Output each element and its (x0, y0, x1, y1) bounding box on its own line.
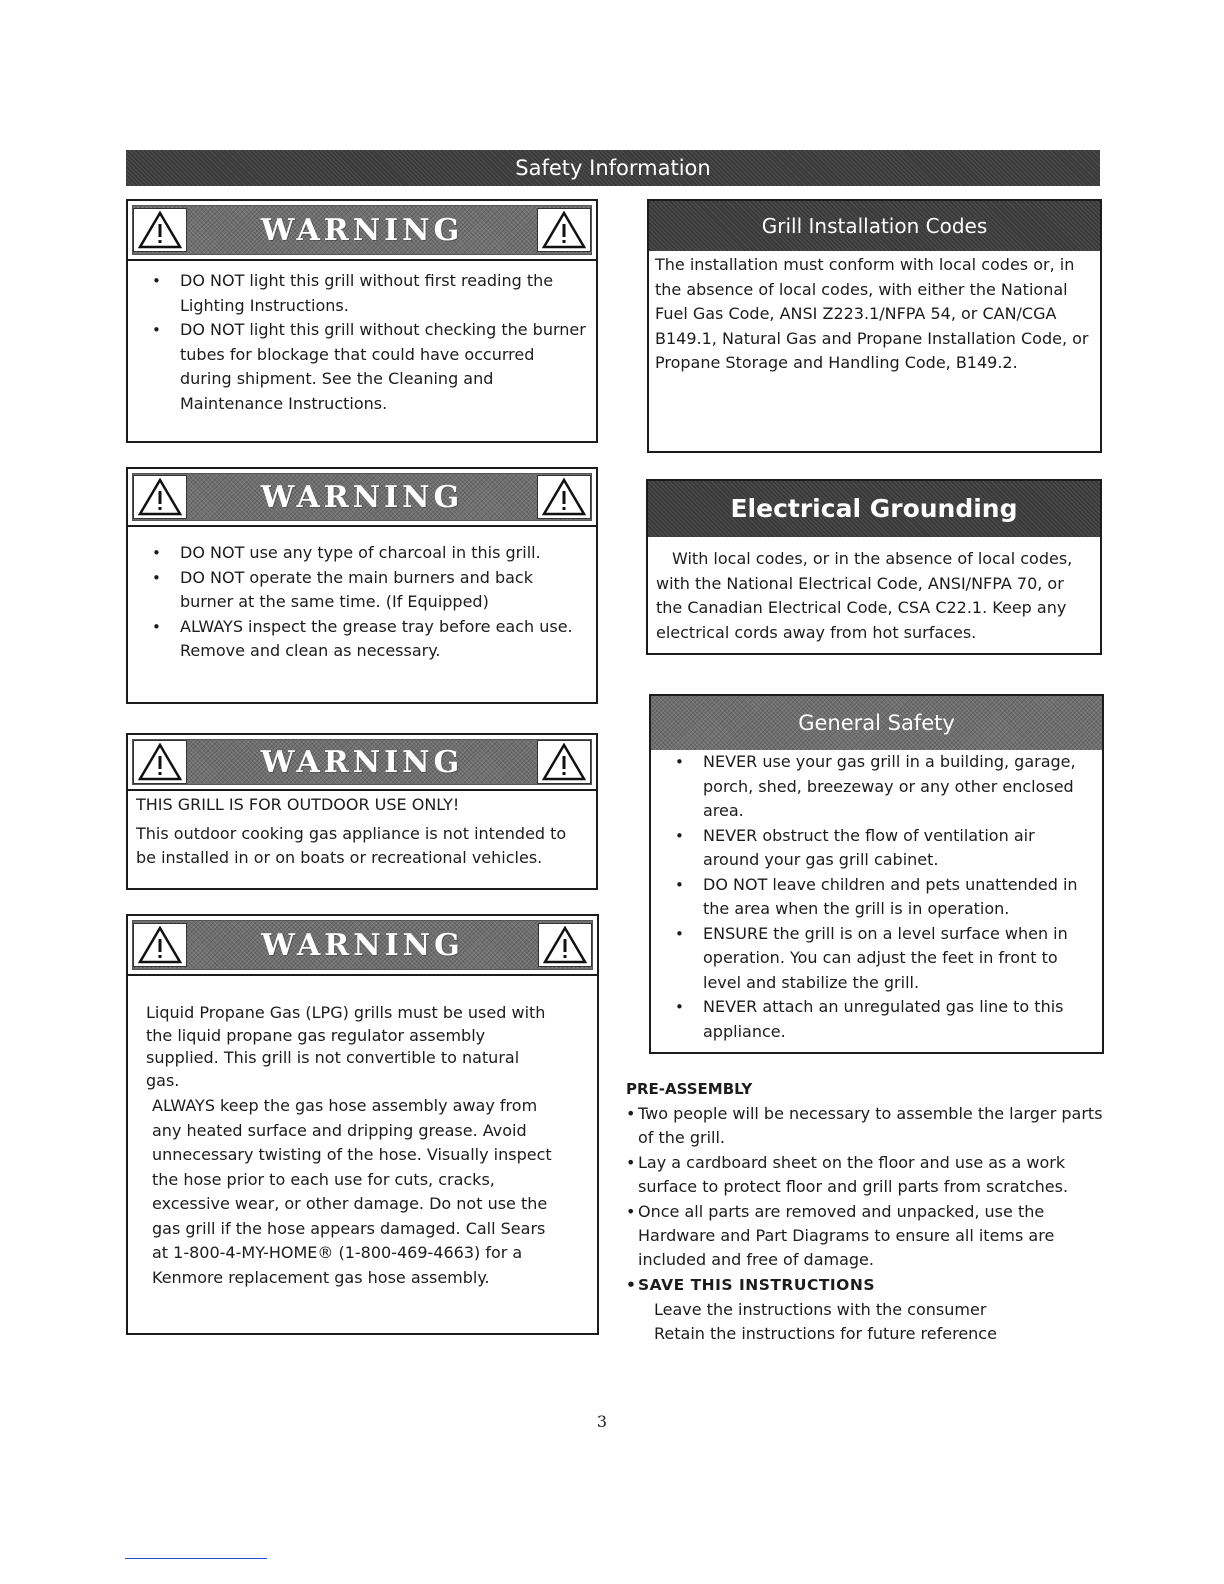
warning-triangle-icon (537, 208, 591, 252)
electrical-grounding-heading: Electrical Grounding (648, 481, 1100, 537)
warning-triangle-icon (538, 923, 592, 967)
outdoor-use-description: This outdoor cooking gas appliance is not intended to be installed in or on boats or recreational vehicles. (136, 823, 567, 867)
warning-triangle-icon (133, 208, 187, 252)
general-safety-list (651, 750, 1102, 1044)
outdoor-use-notice: THIS GRILL IS FOR OUTDOOR USE ONLY! (136, 795, 460, 814)
list-item: • NEVER obstruct the flow of ventilation air around your gas grill cabinet. (651, 824, 1090, 873)
list-item: • Two people will be necessary to assemble the larger parts of the grill. (626, 1104, 1103, 1148)
electrical-grounding-box (646, 479, 1102, 655)
warning-triangle-icon (133, 923, 187, 967)
footer-divider (125, 1558, 267, 1559)
list-item: • ALWAYS inspect the grease tray before each use. Remove and clean as necessary. (128, 615, 588, 664)
warning-triangle-icon (133, 475, 187, 519)
installation-codes-heading: Grill Installation Codes (649, 201, 1100, 251)
warning-box-outdoor (126, 733, 598, 890)
electrical-grounding-text: With local codes, or in the absence of local codes, with the National Electrical Code, ANSI/NFPA 70, or the Canadian Electrical Code, CSA C22.1. Keep any electrical cords away from hot surfaces. (656, 549, 1073, 642)
list-item: • Once all parts are removed and unpacked, use the Hardware and Part Diagrams to ensure all items are included and free of damage. (626, 1201, 1055, 1270)
warning-box-charcoal (126, 467, 598, 704)
warning-triangle-icon (537, 475, 591, 519)
warning-list (128, 269, 596, 416)
list-item: • DO NOT leave children and pets unattended in the area when the grill is in operation. (651, 873, 1090, 922)
save-note: Retain the instructions for future reference (654, 1324, 997, 1344)
warning-header (128, 735, 596, 791)
warning-box-lpg (126, 914, 599, 1335)
warning-label: WARNING (260, 212, 464, 248)
warning-header (128, 201, 596, 261)
general-safety-heading: General Safety (651, 696, 1102, 750)
warning-label: WARNING (261, 927, 464, 963)
page-title: Safety Information (126, 150, 1100, 186)
warning-label: WARNING (260, 479, 464, 515)
page-number: 3 (596, 1412, 608, 1431)
pre-assembly-section (626, 1078, 1106, 1347)
list-item: • DO NOT light this grill without first reading the Lighting Instructions. (128, 269, 586, 318)
installation-codes-box (647, 199, 1102, 453)
warning-header (128, 916, 597, 976)
list-item: • ENSURE the grill is on a level surface when in operation. You can adjust the feet in front to level and stabilize the grill. (651, 922, 1090, 996)
list-item: • DO NOT operate the main burners and back burner at the same time. (If Equipped) (128, 566, 588, 615)
warning-triangle-icon (537, 740, 591, 784)
list-item: • NEVER use your gas grill in a building, garage, porch, shed, breezeway or any other enclosed area. (651, 750, 1090, 824)
general-safety-box (649, 694, 1104, 1054)
list-item: • DO NOT use any type of charcoal in this grill. (128, 541, 588, 566)
lpg-regulator-text: Liquid Propane Gas (LPG) grills must be used with the liquid propane gas regulator assembly supplied. This grill is not convertible to natural gas. (146, 1003, 546, 1090)
warning-box-lighting (126, 199, 598, 443)
list-item: • DO NOT light this grill without checking the burner tubes for blockage that could have occurred during shipment. See the Cleaning and Maintenance Instructions. (128, 318, 586, 416)
hose-safety-text: ALWAYS keep the gas hose assembly away from any heated surface and dripping grease. Avoid unnecessary twisting of the hose. Visually inspect the hose prior to each use for cuts, cracks, excessive wear, or other damage. Do not use the gas grill if the hose appears damaged. Call Sears at 1-800-4-MY-HOME® (1-800-469-4663) for a Kenmore replacement gas hose assembly. (152, 1096, 552, 1287)
warning-label: WARNING (260, 744, 464, 780)
pre-assembly-heading: PRE-ASSEMBLY (626, 1080, 753, 1098)
list-item: • Lay a cardboard sheet on the floor and use as a work surface to protect floor and grill parts from scratches. (626, 1152, 1069, 1197)
save-instructions-heading: • SAVE THIS INSTRUCTIONS (626, 1275, 875, 1294)
warning-triangle-icon (133, 740, 187, 784)
installation-codes-text: The installation must conform with local codes or, in the absence of local codes, with either the National Fuel Gas Code, ANSI Z223.1/NFPA 54, or CAN/CGA B149.1, Natural Gas and Propane Installation Code, or Propane Storage and Handling Code, B149.2. (655, 255, 1089, 372)
warning-list (128, 541, 596, 664)
save-note: Leave the instructions with the consumer (654, 1299, 987, 1319)
warning-header (128, 469, 596, 527)
list-item: • NEVER attach an unregulated gas line to this appliance. (651, 995, 1090, 1044)
